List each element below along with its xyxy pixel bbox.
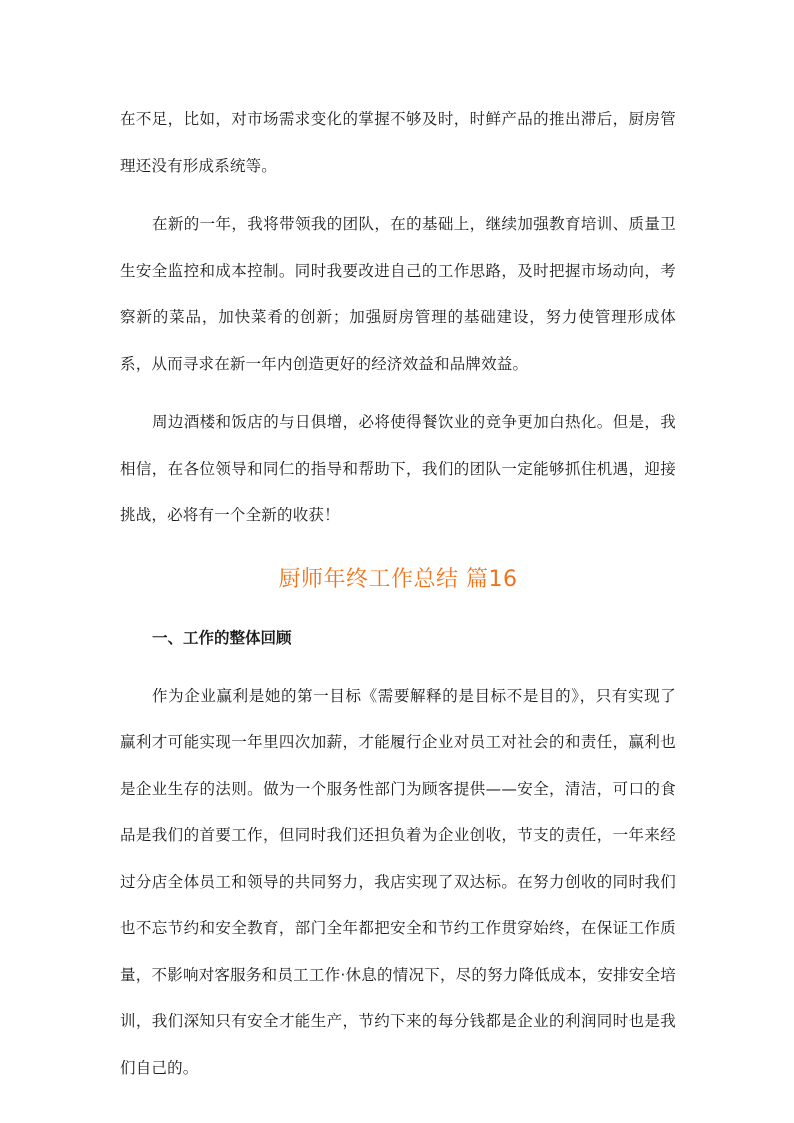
paragraph-gap — [120, 387, 676, 399]
paragraph-continued: 在不足，比如，对市场需求变化的掌握不够及时，时鲜产品的推出滞后，厨房管理还没有形成系统等。 — [120, 110, 676, 175]
paragraph-competition: 周边酒楼和饭店的与日俱增，必将使得餐饮业的竞争更加白热化。但是，我相信，在各位领导和同仁的指导和帮助下，我们的团队一定能够抓住机遇，迎接挑战，必将有一个全新的收获！ — [120, 413, 676, 524]
paragraph-new-year-plan: 在新的一年，我将带领我的团队，在的基础上，继续加强教育培训、质量卫生安全监控和成本控制。同时我要改进自己的工作思路，及时把握市场动向，考察新的菜品，加快菜肴的创新；加强厨房管理的基础建设，努力使管理形成体系，从而寻求在新一年内创造更好的经济效益和品牌效益。 — [120, 215, 676, 373]
heading-gap — [120, 603, 676, 615]
section-heading: 一、工作的整体回顾 — [152, 628, 292, 647]
paragraph-gap — [120, 189, 676, 201]
paragraph-overall-review: 作为企业赢利是她的第一目标《需要解释的是目标不是目的》，只有实现了赢利才可能实现一年里四次加薪，才能履行企业对员工对社会的和责任，赢利也是企业生存的法则。做为一个服务性部门为顾客提供——安全，清洁，可口的食品是我们的首要工作，但同时我们还担负着为企业创收，节支的责任，一年来经过分店全体员工和领导的共同努力，我店实现了双达标。在努力创收的同时我们也不忘节约和安全教育，部门全年都把安全和节约工作贯穿始终，在保证工作质量，不影响对客服务和员工工作·休息的情况下，尽的努力降低成本，安排安全培训，我们深知只有安全才能生产，节约下来的每分钱都是企业的利润同时也是我们自己的。 — [120, 686, 676, 1077]
paragraph-gap — [120, 661, 676, 673]
document-page — [120, 96, 676, 1091]
article-title: 厨师年终工作总结 篇16 — [278, 566, 518, 592]
title-gap — [120, 539, 676, 557]
